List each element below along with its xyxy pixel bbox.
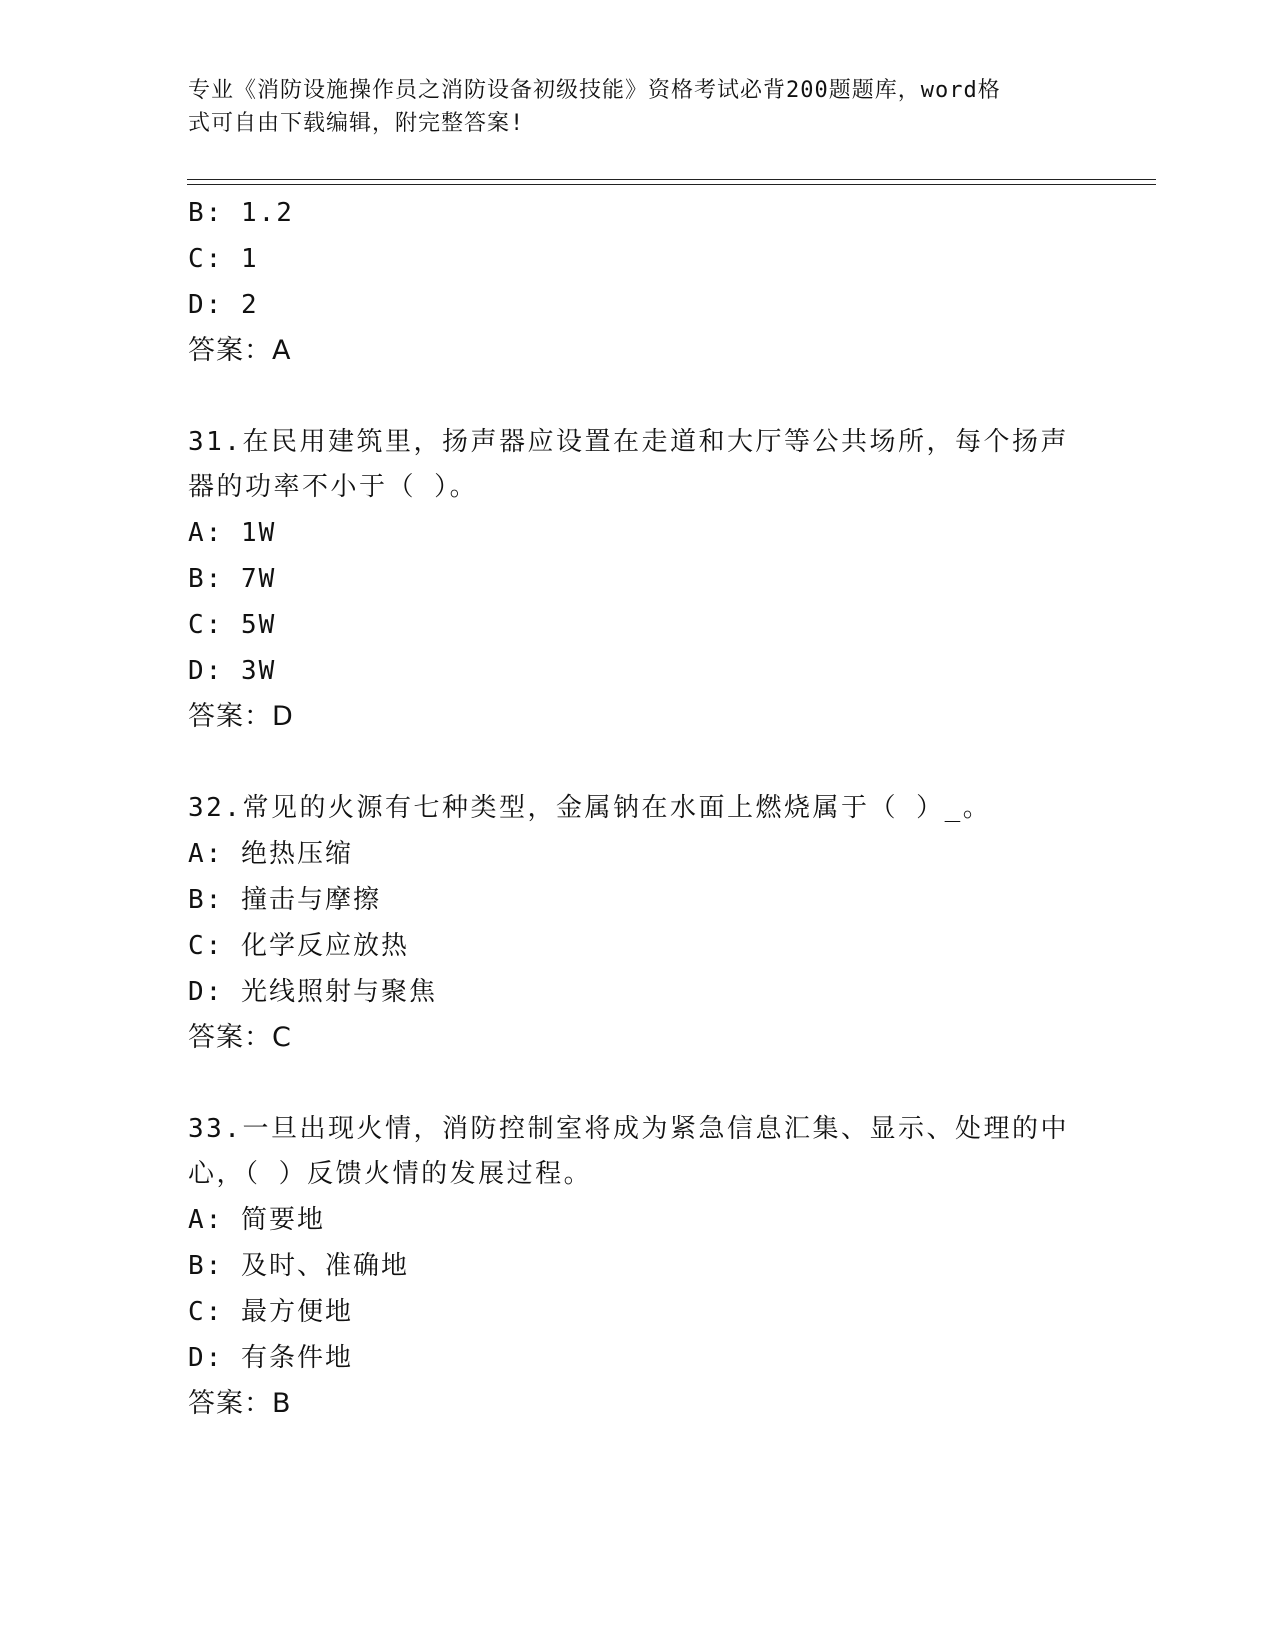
spacer bbox=[188, 740, 1088, 786]
question-block-32 bbox=[188, 786, 1088, 1061]
spacer bbox=[188, 374, 1088, 420]
option-a: A: 绝热压缩 bbox=[188, 839, 353, 869]
question-stem-line-2: 心，（ ）反馈火情的发展过程。 bbox=[188, 1159, 593, 1189]
option-a: A: 1W bbox=[188, 518, 277, 548]
option-b: B: 撞击与摩擦 bbox=[188, 885, 381, 915]
option-a: A: 简要地 bbox=[188, 1205, 325, 1235]
option-b: B: 及时、准确地 bbox=[188, 1251, 409, 1281]
answer-line: 答案：A bbox=[188, 335, 292, 366]
question-stem-line-1: 32.常见的火源有七种类型，金属钠在水面上燃烧属于（ ）_。 bbox=[188, 793, 992, 823]
question-stem-line-1: 33.一旦出现火情，消防控制室将成为紧急信息汇集、显示、处理的中 bbox=[188, 1114, 1069, 1144]
header-divider-bottom bbox=[187, 184, 1156, 185]
answer-line: 答案：B bbox=[188, 1388, 292, 1419]
option-c: C: 最方便地 bbox=[188, 1297, 353, 1327]
option-c: C: 5W bbox=[188, 610, 277, 640]
option-c: C: 1 bbox=[188, 244, 259, 274]
spacer bbox=[188, 1061, 1088, 1107]
option-d: D: 3W bbox=[188, 656, 277, 686]
question-stem-line-2: 器的功率不小于（ ）。 bbox=[188, 472, 479, 502]
question-list bbox=[188, 190, 1088, 1427]
question-stem-line-1: 31.在民用建筑里，扬声器应设置在走道和大厅等公共场所，每个扬声 bbox=[188, 427, 1069, 457]
option-b: B: 1.2 bbox=[188, 198, 294, 228]
header-divider-top bbox=[187, 179, 1156, 180]
header-title-line-1: 专业《消防设施操作员之消防设备初级技能》资格考试必背200题题库，word格 bbox=[188, 78, 1001, 103]
answer-line: 答案：C bbox=[188, 1022, 292, 1053]
option-d: D: 光线照射与聚焦 bbox=[188, 977, 437, 1007]
question-block-33 bbox=[188, 1107, 1088, 1427]
question-block-prev bbox=[188, 190, 1088, 374]
document-header bbox=[188, 74, 1068, 140]
option-b: B: 7W bbox=[188, 564, 277, 594]
question-block-31 bbox=[188, 420, 1088, 740]
option-d: D: 有条件地 bbox=[188, 1343, 353, 1373]
answer-line: 答案：D bbox=[188, 701, 294, 732]
option-d: D: 2 bbox=[188, 290, 259, 320]
header-title-line-2: 式可自由下载编辑，附完整答案! bbox=[188, 111, 525, 136]
option-c: C: 化学反应放热 bbox=[188, 931, 409, 961]
